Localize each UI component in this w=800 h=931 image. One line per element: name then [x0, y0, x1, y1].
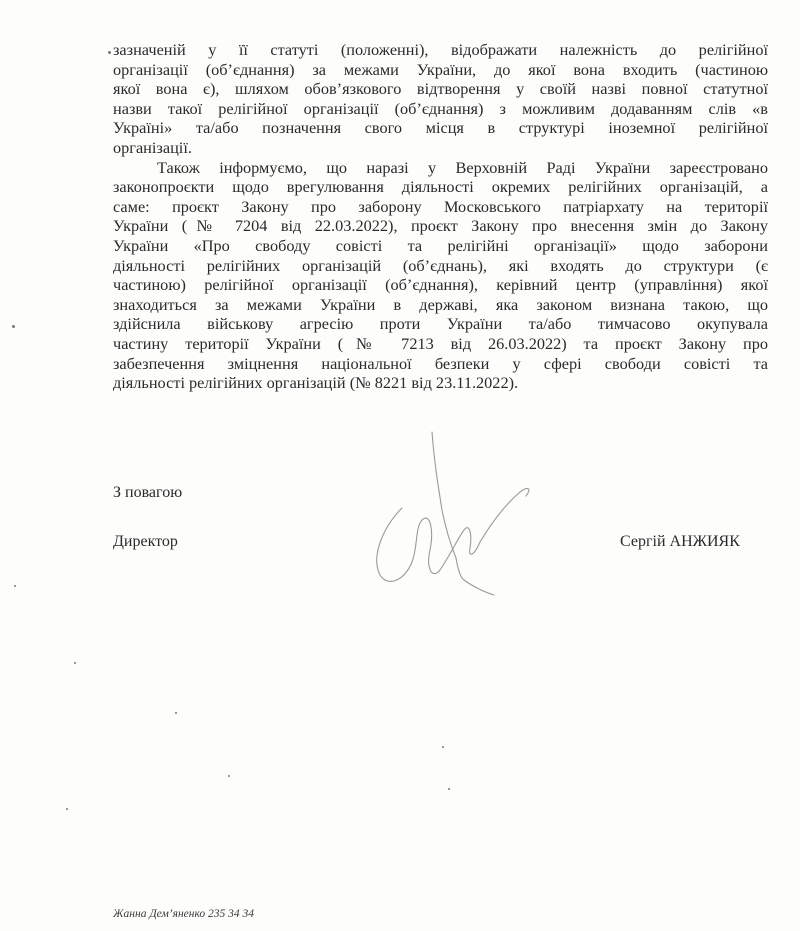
paragraph-2-line: частиною) релігійної організації (об’єднання), керівний центр (управління) якої	[113, 275, 768, 295]
paragraph-2-line: здійснила військову агресію проти України та/або тимчасово окупувала	[113, 314, 768, 334]
scan-speck	[228, 775, 230, 777]
letter-body	[113, 40, 768, 393]
handwritten-signature	[360, 430, 560, 600]
signer-name: Сергій АНЖИЯК	[620, 533, 740, 550]
scan-speck	[12, 325, 15, 328]
paragraph-2-line: законопроєкти щодо врегулювання діяльності окремих релігійних організацій, а	[113, 177, 768, 197]
paragraph-1-line: організації (об’єднання) за межами України, до якої вона входить (частиною	[113, 59, 768, 79]
closing-salutation: З повагою	[113, 484, 183, 501]
scan-speck	[14, 585, 16, 587]
paragraph-2-line: діяльності релігійних організацій (№ 8221 від 23.11.2022).	[113, 373, 519, 393]
paragraph-2-line: знаходиться за межами України в державі, яка законом визнана такою, що	[113, 294, 768, 314]
paragraph-2-line: Також інформуємо, що наразі у Верховній Раді України зареєстровано	[157, 157, 768, 177]
paragraph-1-line: Україні» та/або позначення свого місця в структурі іноземної релігійної	[113, 118, 768, 138]
paragraph-2-line: забезпечення зміцнення національної безпеки у сфері свободи совісті та	[113, 353, 768, 373]
scan-speck	[66, 808, 68, 810]
paragraph-2-line: України «Про свободу совісті та релігійні організації» щодо заборони	[113, 235, 768, 255]
paragraph-2-line: України (№ 7204 від 22.03.2022), проєкт Закону про внесення змін до Закону	[113, 216, 768, 236]
paragraph-1-line: організації.	[113, 137, 192, 157]
contact-footer: Жанна Дем’яненко 235 34 34	[113, 908, 255, 920]
scan-speck	[108, 51, 111, 54]
paragraph-1-line: зазначеній у її статуті (положенні), відображати належність до релігійної	[113, 40, 768, 59]
paragraph-2-line: частину території України (№ 7213 від 26.03.2022) та проєкт Закону про	[113, 333, 768, 353]
paragraph-1-line: якої вона є), шляхом обов’язкового відтворення у своїй назві повної статутної	[113, 79, 768, 99]
paragraph-1-line: назви такої релігійної організації (об’єднання) з можливим додаванням слів «в	[113, 98, 768, 118]
scan-speck	[74, 662, 76, 664]
scan-speck	[175, 712, 177, 714]
scan-speck	[442, 746, 444, 748]
paragraph-2-line: саме: проєкт Закону про заборону Московського патріархату на території	[113, 196, 768, 216]
signer-position: Директор	[113, 533, 178, 550]
paragraph-2-line: діяльності релігійних організацій (об’єднань), які входять до структури (є	[113, 255, 768, 275]
scan-speck	[448, 788, 450, 790]
